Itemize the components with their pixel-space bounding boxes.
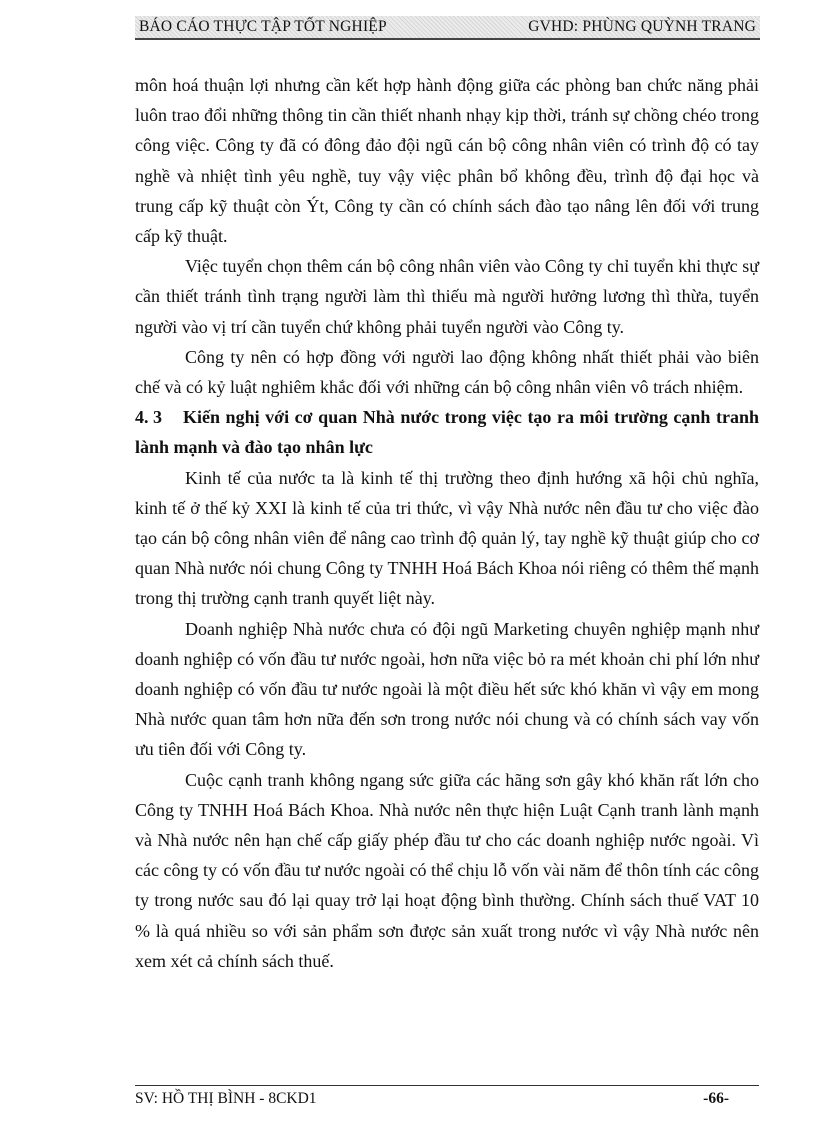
page-number: -66- <box>703 1090 729 1107</box>
section-title: Kiến nghị với cơ quan Nhà nước trong việc tạo ra môi trường cạnh tranh lành mạnh và đào tạo nhân lực <box>135 407 759 458</box>
paragraph-continued: môn hoá thuận lợi nhưng cần kết hợp hành động giữa các phòng ban chức năng phải luôn trao đổi những thông tin cần thiết nhanh nhạy kịp thời, tránh sự chồng chéo trong công việc. Công ty đã có đông đảo đội ngũ cán bộ công nhân viên có trình độ có tay nghề và nhiệt tình yêu nghề, tuy vậy việc phân bổ không đều, trình độ đại học và trung cấp kỹ thuật còn Ýt, Công ty cần có chính sách đào tạo nâng lên đối với trung cấp kỹ thuật. <box>135 75 759 247</box>
paragraph-marketing: Doanh nghiệp Nhà nước chưa có đội ngũ Marketing chuyên nghiệp mạnh như doanh nghiệp có vốn đầu tư nước ngoài, hơn nữa việc bỏ ra mét khoản chi phí lớn như doanh nghiệp có vốn đầu tư nước ngoài là một điều hết sức khó khăn vì vậy em mong Nhà nước quan tâm hơn nữa đến sơn trong nước nói chung và có chính sách vay vốn ưu tiên đối với Công ty. <box>135 618 759 760</box>
paragraph-economy: Kinh tế của nước ta là kinh tế thị trường theo định hướng xã hội chủ nghĩa, kinh tế ở thế kỷ XXI là kinh tế của tri thức, vì vậy Nhà nước nên đầu tư cho việc đào tạo cán bộ công nhân viên để nâng cao trình độ quản lý, tay nghề kỹ thuật giúp cho cơ quan Nhà nước nói chung Công ty TNHH Hoá Bách Khoa nói riêng có thêm thế mạnh trong thị trường cạnh tranh quyết liệt này. <box>135 467 759 609</box>
report-title: BÁO CÁO THỰC TẬP TỐT NGHIỆP <box>139 18 387 35</box>
section-number: 4. 3 <box>135 407 162 428</box>
advisor-name: GVHD: PHÙNG QUỲNH TRANG <box>528 18 756 35</box>
running-footer <box>135 1090 759 1108</box>
paragraph-recruitment: Việc tuyển chọn thêm cán bộ công nhân viên vào Công ty chỉ tuyển khi thực sự cần thiết tránh tình trạng người làm thì thiếu mà người hưởng lương thì thừa, tuyển người vào vị trí cần tuyển chứ không phải tuyển người vào Công ty. <box>135 256 759 337</box>
footer-divider <box>135 1085 759 1086</box>
paragraph-competition: Cuộc cạnh tranh không ngang sức giữa các hãng sơn gây khó khăn rất lớn cho Công ty TNHH Hoá Bách Khoa. Nhà nước nên thực hiện Luật Cạnh tranh lành mạnh và Nhà nước nên hạn chế cấp giấy phép đầu tư cho các doanh nghiệp nước ngoài. Vì các công ty có vốn đầu tư nước ngoài có thể chịu lỗ vốn vài năm để thôn tính các công ty trong nước sau đó lại quay trở lại hoạt động bình thường. Chính sách thuế VAT 10 % là quá nhiều so với sản phẩm sơn được sản xuất trong nước vì vậy Nhà nước nên xem xét cả chính sách thuế. <box>135 769 759 971</box>
section-heading <box>135 402 759 462</box>
running-header <box>135 16 760 40</box>
paragraph-contracts: Công ty nên có hợp đồng với người lao động không nhất thiết phải vào biên chế và có kỷ luật nghiêm khắc đối với những cán bộ công nhân viên vô trách nhiệm. <box>135 346 759 398</box>
page-body <box>135 70 759 976</box>
student-name: SV: HỒ THỊ BÌNH - 8CKD1 <box>135 1090 317 1107</box>
